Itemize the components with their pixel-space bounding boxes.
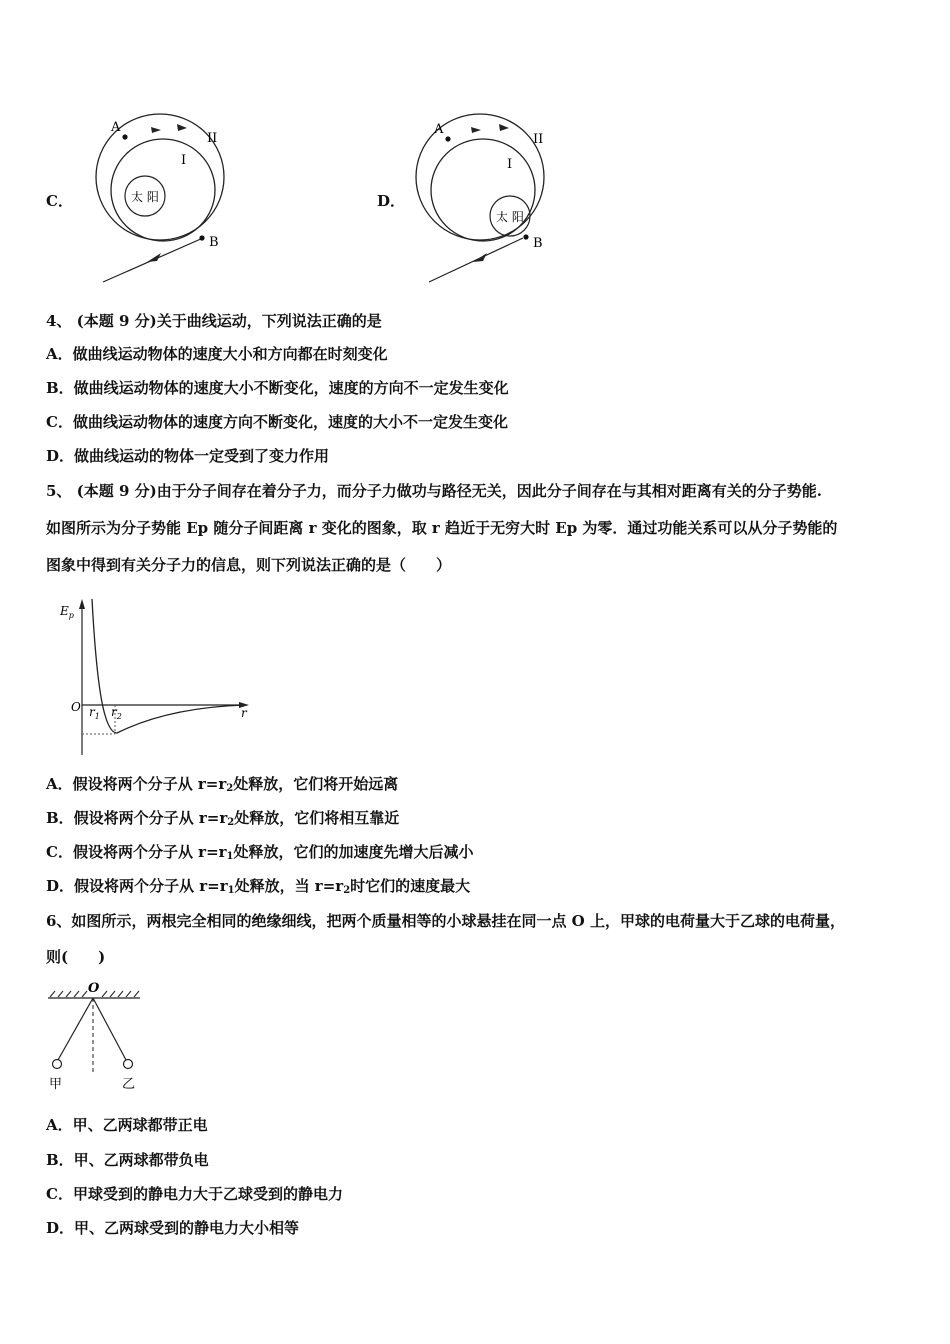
ball-jia — [53, 1060, 62, 1069]
q6-stem-line-1: 6、如图所示，两根完全相同的绝缘细线，把两个质量相等的小球悬挂在同一点 O 上，甲球的电荷量大于乙球的电荷量， — [46, 912, 845, 930]
orbit-i-label: I — [181, 153, 187, 168]
r2-label: $r_2$ — [111, 705, 122, 721]
q4-option-d: D．做曲线运动的物体一定受到了变力作用 — [46, 447, 330, 465]
sun-label: 太 阳 — [496, 210, 524, 224]
q3-option-d-label: D． — [377, 192, 406, 210]
point-a-label: A — [111, 120, 121, 135]
q5-potential-energy-graph — [55, 595, 255, 760]
orbit-i-label: I — [507, 157, 513, 172]
point-a-label: A — [434, 122, 444, 137]
point-b-dot — [199, 235, 204, 240]
q6-option-b: B．甲、乙两球都带负电 — [46, 1151, 209, 1169]
origin-label: O — [71, 700, 81, 714]
orbit-ii-label: II — [207, 131, 218, 146]
q5-option-a: A．假设将两个分子从 $r=r_2$处释放，它们将开始远离 — [46, 775, 399, 794]
point-b-label: B — [209, 235, 219, 250]
arrow-head — [177, 124, 187, 131]
sun-label: 太 阳 — [131, 190, 159, 204]
point-a-dot — [445, 136, 450, 141]
q3-option-c-label: C． — [46, 192, 73, 210]
arrow-head — [471, 127, 481, 133]
arrow-head — [499, 124, 509, 131]
q5-stem-line-3: 图象中得到有关分子力的信息，则下列说法正确的是（ ） — [46, 556, 452, 574]
q4-stem: 4、 (本题 9 分)关于曲线运动，下列说法正确的是 — [46, 312, 382, 330]
q5-stem-line-1: 5、 (本题 9 分)由于分子间存在着分子力，而分子力做功与路径无关，因此分子间存在与其相对距离有关的分子势能. — [46, 482, 822, 500]
arrow-head — [151, 127, 161, 133]
left-thread — [58, 998, 93, 1060]
x-axis-label: r — [241, 706, 247, 720]
q4-option-c: C．做曲线运动物体的速度方向不断变化，速度的大小不一定发生变化 — [46, 413, 508, 431]
orbit-i — [111, 139, 215, 241]
q6-pendulum-figure — [44, 976, 144, 1096]
y-axis-arrow — [79, 599, 85, 609]
orbit-i — [431, 139, 535, 241]
q6-option-a: A．甲、乙两球都带正电 — [46, 1116, 208, 1134]
point-b-label: B — [533, 236, 543, 251]
q5-option-c: C．假设将两个分子从 $r=r_1$处释放，它们的加速度先增大后减小 — [46, 843, 474, 862]
ball-yi-label: 乙 — [122, 1077, 136, 1092]
point-b-dot — [523, 234, 528, 239]
q3-orbit-diagram-d — [415, 110, 565, 290]
point-o-label: O — [88, 981, 100, 996]
q4-option-b: B．做曲线运动物体的速度大小不断变化，速度的方向不一定发生变化 — [46, 379, 509, 397]
q6-stem-line-2: 则( ) — [46, 948, 106, 966]
orbit-ii-label: II — [533, 132, 544, 147]
q6-option-d: D．甲、乙两球受到的静电力大小相等 — [46, 1219, 300, 1237]
q5-stem-line-2: 如图所示为分子势能 Ep 随分子间距离 r 变化的图象，取 r 趋近于无穷大时 Ep 为零．通过功能关系可以从分子势能的 — [46, 519, 838, 537]
q4-option-a: A．做曲线运动物体的速度大小和方向都在时刻变化 — [46, 345, 388, 363]
q6-option-c: C．甲球受到的静电力大于乙球受到的静电力 — [46, 1185, 343, 1203]
q5-option-d: D．假设将两个分子从 $r=r_1$处释放，当 $r=r_2$时它们的速度最大 — [46, 877, 471, 896]
transfer-line — [429, 238, 523, 282]
r1-label: $r_1$ — [89, 705, 100, 721]
right-thread — [93, 998, 126, 1060]
y-axis-label: $E_p$ — [60, 604, 74, 620]
q5-option-b: B．假设将两个分子从 $r=r_2$处释放，它们将相互靠近 — [46, 809, 400, 828]
ball-jia-label: 甲 — [49, 1077, 63, 1092]
ball-yi — [124, 1060, 133, 1069]
q3-orbit-diagram-c — [95, 110, 245, 290]
point-a-dot — [122, 134, 127, 139]
